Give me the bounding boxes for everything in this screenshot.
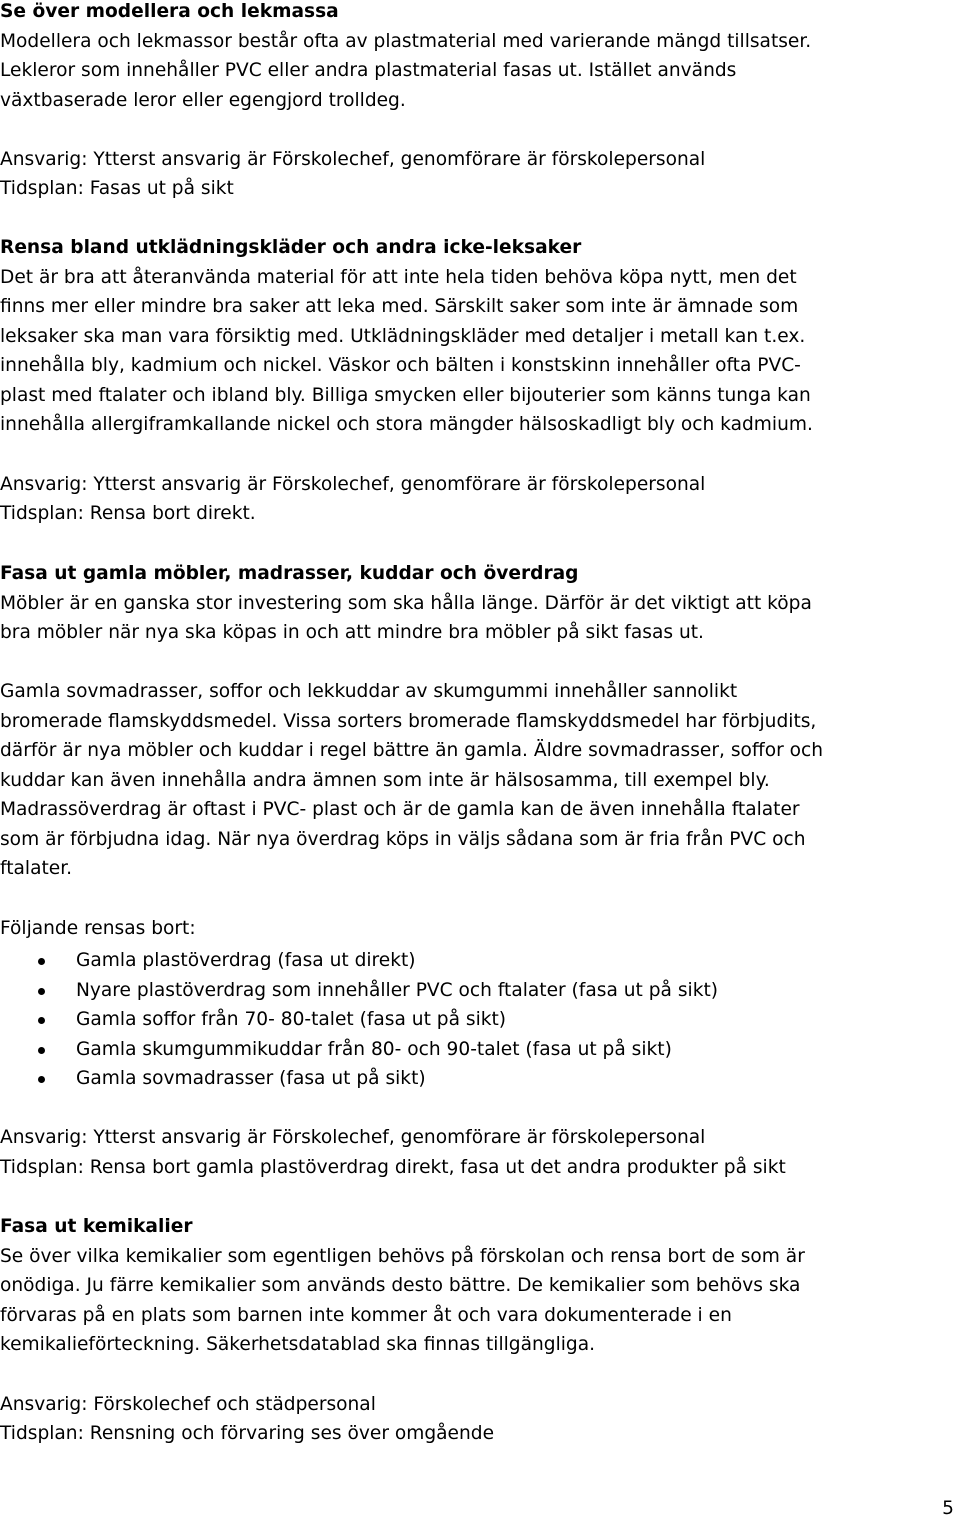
list-intro: Följande rensas bort: <box>0 918 196 939</box>
paragraph-line: finns mer eller mindre bra saker att leka med. Särskilt saker som inte är ämnade som <box>0 296 799 317</box>
list-item: Gamla sovmadrasser (fasa ut på sikt) <box>76 1068 426 1089</box>
responsible-line: Ansvarig: Förskolechef och städpersonal <box>0 1394 376 1415</box>
paragraph-line: Det är bra att återanvända material för att inte hela tiden behöva köpa nytt, men det <box>0 267 797 288</box>
heading-utkladning: Rensa bland utklädningskläder och andra icke-leksaker <box>0 237 582 258</box>
bullet-icon <box>38 1017 45 1024</box>
paragraph-line: bra möbler när nya ska köpas in och att mindre bra möbler på sikt fasas ut. <box>0 622 704 643</box>
schedule-line: Tidsplan: Rensa bort direkt. <box>0 503 256 524</box>
paragraph-line: onödiga. Ju färre kemikalier som används desto bättre. De kemikalier som behövs ska <box>0 1275 801 1296</box>
paragraph-line: Gamla sovmadrasser, soffor och lekkuddar av skumgummi innehåller sannolikt <box>0 681 738 702</box>
paragraph-line: kemikalieförteckning. Säkerhetsdatablad ska finnas tillgängliga. <box>0 1334 596 1355</box>
paragraph-line: innehålla allergiframkallande nickel och stora mängder hälsoskadligt bly och kadmium. <box>0 414 813 435</box>
schedule-line: Tidsplan: Fasas ut på sikt <box>0 178 234 199</box>
heading-mobler: Fasa ut gamla möbler, madrasser, kuddar och överdrag <box>0 563 579 584</box>
paragraph-line: förvaras på en plats som barnen inte kommer åt och vara dokumenterade i en <box>0 1305 732 1326</box>
paragraph-line: ftalater. <box>0 858 73 879</box>
list-item: Gamla skumgummikuddar från 80- och 90-talet (fasa ut på sikt) <box>76 1039 672 1060</box>
paragraph-line: plast med ftalater och ibland bly. Billiga smycken eller bijouterier som känns tunga kan <box>0 385 811 406</box>
page-number: 5 <box>942 1498 954 1519</box>
paragraph-line: Madrassöverdrag är oftast i PVC- plast och är de gamla kan de även innehålla ftalater <box>0 799 800 820</box>
paragraph-line: Se över vilka kemikalier som egentligen behövs på förskolan och rensa bort de som är <box>0 1246 805 1267</box>
paragraph-line: som är förbjudna idag. När nya överdrag köps in väljs sådana som är fria från PVC och <box>0 829 806 850</box>
list-item: Gamla soffor från 70- 80-talet (fasa ut på sikt) <box>76 1009 507 1030</box>
paragraph-line: Lekleror som innehåller PVC eller andra plastmaterial fasas ut. Istället används <box>0 60 737 81</box>
bullet-icon <box>38 988 45 995</box>
heading-kemikalier: Fasa ut kemikalier <box>0 1216 193 1237</box>
responsible-line: Ansvarig: Ytterst ansvarig är Förskolechef, genomförare är förskolepersonal <box>0 1127 706 1148</box>
list-item: Nyare plastöverdrag som innehåller PVC och ftalater (fasa ut på sikt) <box>76 980 719 1001</box>
paragraph-line: leksaker ska man vara försiktig med. Utklädningskläder med detaljer i metall kan t.ex. <box>0 326 806 347</box>
bullet-icon <box>38 1047 45 1054</box>
paragraph-line: växtbaserade leror eller egengjord trolldeg. <box>0 90 406 111</box>
schedule-line: Tidsplan: Rensa bort gamla plastöverdrag direkt, fasa ut det andra produkter på sikt <box>0 1157 786 1178</box>
paragraph-line: därför är nya möbler och kuddar i regel bättre än gamla. Äldre sovmadrasser, soffor och <box>0 740 824 761</box>
paragraph-line: kuddar kan även innehålla andra ämnen som inte är hälsosamma, till exempel bly. <box>0 770 770 791</box>
paragraph-line: bromerade flamskyddsmedel. Vissa sorters bromerade flamskyddsmedel har förbjudits, <box>0 711 817 732</box>
responsible-line: Ansvarig: Ytterst ansvarig är Förskolechef, genomförare är förskolepersonal <box>0 474 706 495</box>
list-item: Gamla plastöverdrag (fasa ut direkt) <box>76 950 416 971</box>
bullet-icon <box>38 1076 45 1083</box>
paragraph-line: innehålla bly, kadmium och nickel. Väskor och bälten i konstskinn innehåller ofta PVC- <box>0 355 801 376</box>
paragraph-line: Modellera och lekmassor består ofta av plastmaterial med varierande mängd tillsatser. <box>0 31 812 52</box>
responsible-line: Ansvarig: Ytterst ansvarig är Förskolechef, genomförare är förskolepersonal <box>0 149 706 170</box>
heading-modellera: Se över modellera och lekmassa <box>0 1 339 22</box>
bullet-icon <box>38 958 45 965</box>
schedule-line: Tidsplan: Rensning och förvaring ses över omgående <box>0 1423 495 1444</box>
paragraph-line: Möbler är en ganska stor investering som ska hålla länge. Därför är det viktigt att köpa <box>0 593 812 614</box>
